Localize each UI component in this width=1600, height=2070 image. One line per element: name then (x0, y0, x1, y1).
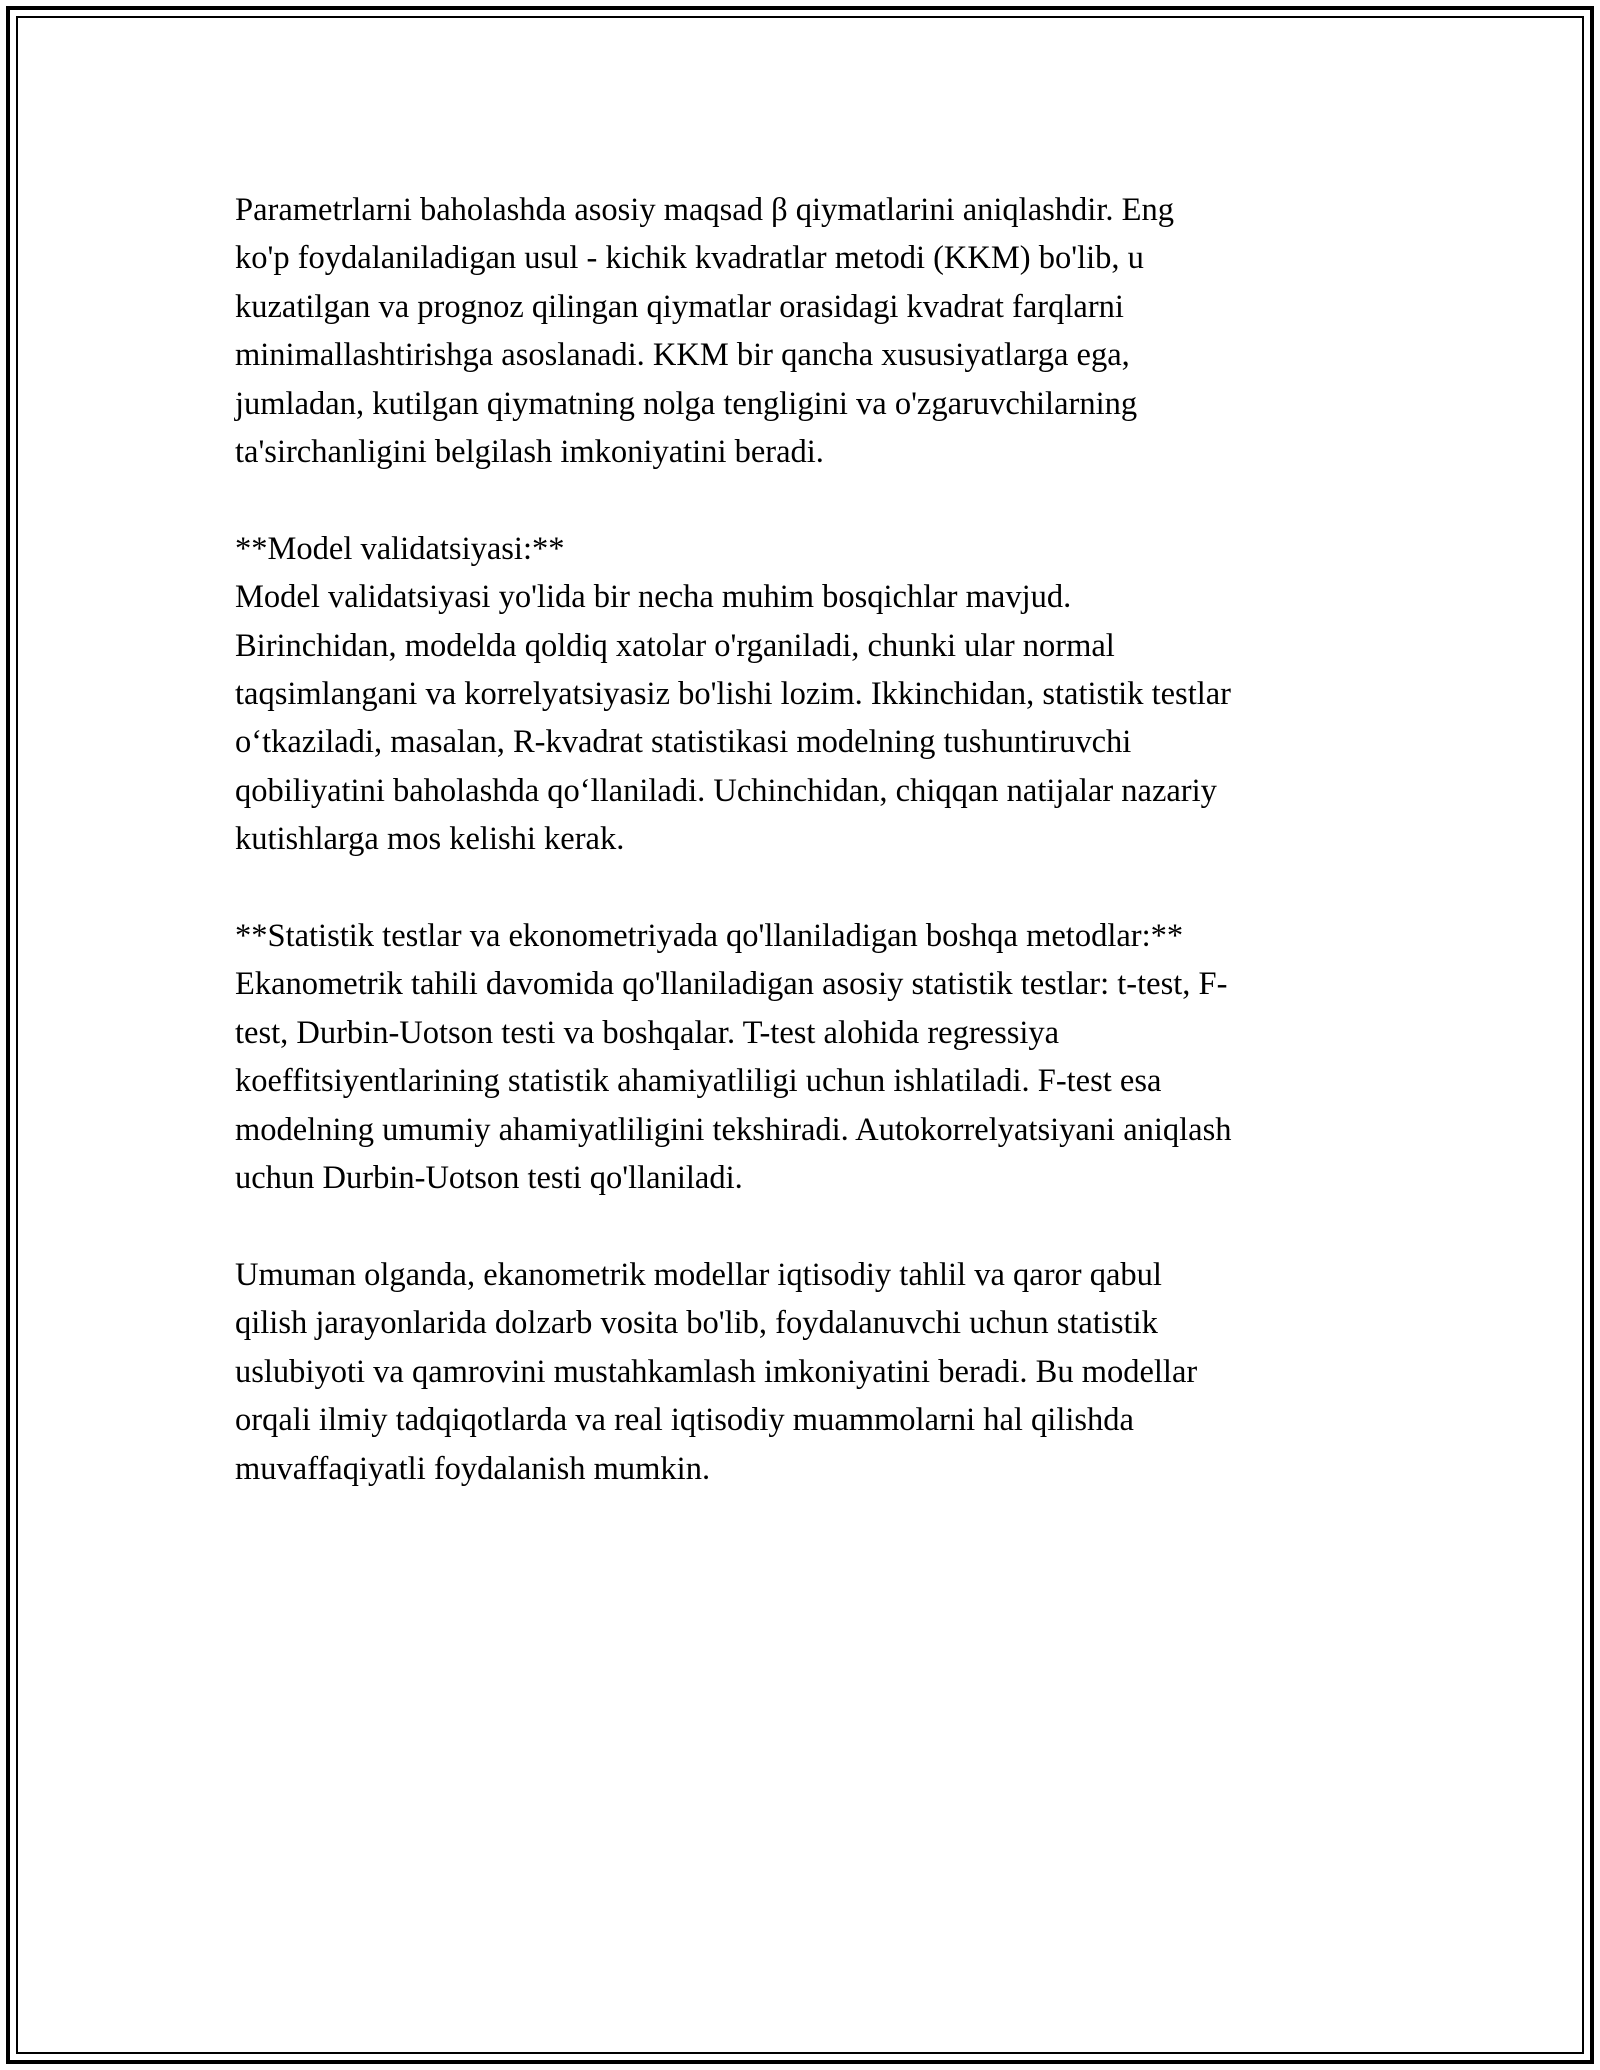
document-body (235, 186, 1375, 1493)
text-line: qobiliyatini baholashda qo‘llaniladi. Uchinchidan, chiqqan natijalar nazariy (235, 772, 1217, 809)
text-line: koeffitsiyentlarining statistik ahamiyatliligi uchun ishlatiladi. F-test esa (235, 1063, 1162, 1100)
paragraph-parameter-estimation (235, 186, 1375, 476)
text-line: kutishlarga mos kelishi kerak. (235, 821, 625, 858)
text-line: uchun Durbin-Uotson testi qo'llaniladi. (235, 1160, 743, 1197)
text-line: Umuman olganda, ekanometrik modellar iqtisodiy tahlil va qaror qabul (235, 1256, 1162, 1293)
text-line: ta'sirchanligini belgilash imkoniyatini beradi. (235, 434, 824, 471)
section-model-validation (235, 525, 1375, 864)
text-line: taqsimlangani va korrelyatsiyasiz bo'lishi lozim. Ikkinchidan, statistik testlar (235, 676, 1231, 713)
text-line: o‘tkaziladi, masalan, R-kvadrat statistikasi modelning tushuntiruvchi (235, 724, 1132, 761)
text-line: test, Durbin-Uotson testi va boshqalar. T-test alohida regressiya (235, 1014, 1060, 1051)
text-line: muvaffaqiyatli foydalanish mumkin. (235, 1450, 711, 1487)
text-line: Birinchidan, modelda qoldiq xatolar o'rganiladi, chunki ular normal (235, 627, 1115, 664)
text-line: orqali ilmiy tadqiqotlarda va real iqtisodiy muammolarni hal qilishda (235, 1402, 1134, 1439)
text-line: qilish jarayonlarida dolzarb vosita bo'lib, foydalanuvchi uchun statistik (235, 1305, 1158, 1342)
text-line: minimallashtirishga asoslanadi. KKM bir qancha xususiyatlarga ega, (235, 337, 1130, 374)
text-line: kuzatilgan va prognoz qilingan qiymatlar orasidagi kvadrat farqlarni (235, 288, 1124, 325)
paragraph-conclusion (235, 1251, 1375, 1493)
text-line: uslubiyoti va qamrovini mustahkamlash imkoniyatini beradi. Bu modellar (235, 1353, 1198, 1390)
text-line: Ekanometrik tahili davomida qo'llaniladigan asosiy statistik testlar: t-test, F- (235, 966, 1228, 1003)
text-line: Parametrlarni baholashda asosiy maqsad β qiymatlarini aniqlashdir. Eng (235, 192, 1174, 228)
text-line: modelning umumiy ahamiyatliligini tekshiradi. Autokorrelyatsiyani aniqlash (235, 1111, 1232, 1148)
section-heading: **Model validatsiyasi:** (235, 530, 565, 567)
section-statistical-tests (235, 912, 1375, 1202)
text-line: Model validatsiyasi yo'lida bir necha muhim bosqichlar mavjud. (235, 579, 1072, 616)
section-heading: **Statistik testlar va ekonometriyada qo'llaniladigan boshqa metodlar:** (235, 918, 1184, 955)
text-line: jumladan, kutilgan qiymatning nolga tengligini va o'zgaruvchilarning (235, 385, 1138, 422)
text-line: ko'p foydalaniladigan usul - kichik kvadratlar metodi (KKM) bo'lib, u (235, 240, 1144, 277)
